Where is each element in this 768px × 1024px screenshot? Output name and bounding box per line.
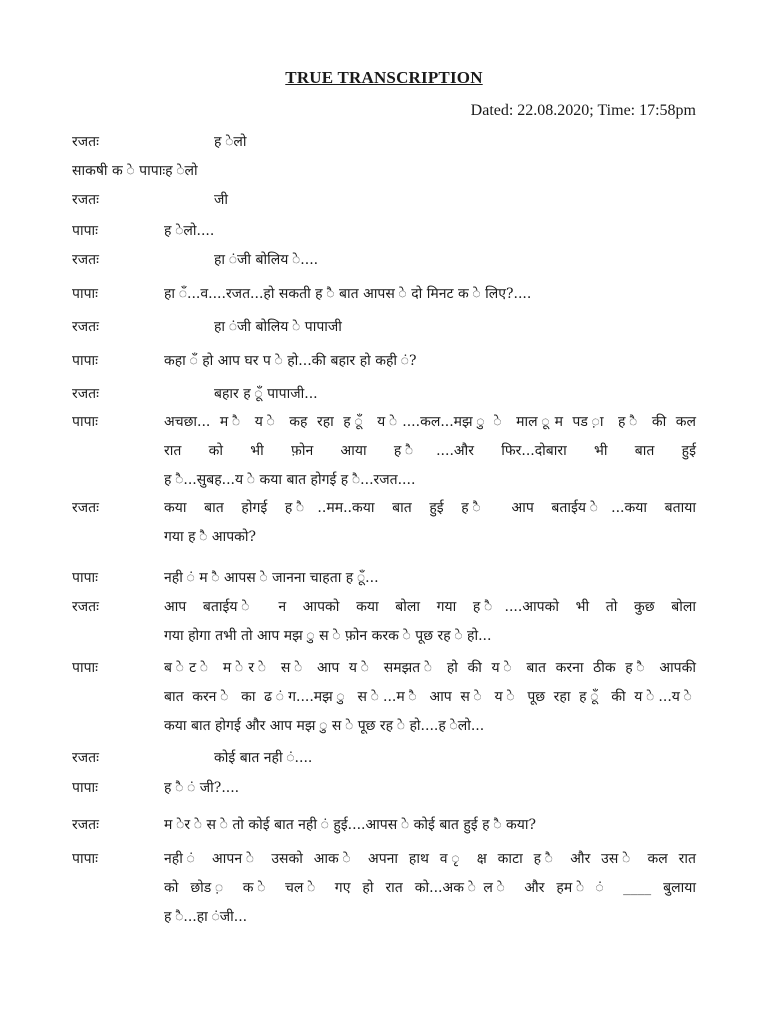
speaker-label: रजतः	[72, 134, 99, 150]
dialogue-line: नही ं आपन े उसको आक े अपना हाथ व ृ क्ष काटा ह ै और उस े कल रात	[164, 851, 696, 867]
dialogue-line: बात करन े का ढ ंग....मझ ु स े...म ै आप स े य े पूछ रहा ह ूँ की य े...य े	[164, 689, 696, 705]
dialogue-line: कोई बात नही ं....	[214, 750, 313, 766]
dialogue-line: ह ेलो....	[164, 223, 215, 239]
speaker-label: रजतः	[72, 750, 99, 766]
dialogue-line: गया होगा तभी तो आप मझ ु स े फ़ोन करक े पूछ रह े हो...	[164, 628, 492, 644]
speaker-label: पापाः	[72, 660, 98, 676]
dialogue-line: कया बात होगई ह ै..मम..कया बात हुई ह ै आप बताईय े...कया बताया	[164, 500, 696, 516]
speaker-label: पापाः	[72, 223, 98, 239]
dialogue-line: रात को भी फ़ोन आया ह ै....और फिर...दोबारा भी बात हुई	[164, 443, 696, 459]
dialogue-line: कया बात होगई और आप मझ ु स े पूछ रह े हो....ह ेलो...	[164, 718, 485, 734]
dialogue-line: हा ंजी बोलिय े पापाजी	[214, 319, 342, 335]
speaker-label: पापाः	[72, 851, 98, 867]
speaker-label: रजतः	[72, 599, 99, 615]
dialogue-line: गया ह ै आपको?	[164, 529, 257, 545]
dialogue-line: ह ै ं जी?....	[164, 780, 240, 796]
dialogue-line: ह ै...हा ंजी...	[164, 909, 248, 925]
speaker-label: पापाः	[72, 353, 98, 369]
speaker-label: रजतः	[72, 817, 99, 833]
speaker-label: पापाः	[72, 414, 98, 430]
dialogue-line: कहा ँ हो आप घर प े हो...की बहार हो कही ं?	[164, 353, 417, 369]
speaker-label: पापाः	[72, 286, 98, 302]
dialogue-line: हा ँ...व....रजत...हो सकती ह ै बात आपस े दो मिनट क े लिए?....	[164, 286, 532, 302]
speaker-label: रजतः	[72, 192, 99, 208]
dialogue-line: को छोड ़ क े चल े गए हो रात को...अक ेल े और हम े ं ____ बुलाया	[164, 880, 696, 896]
speaker-label: रजतः	[72, 386, 99, 402]
dialogue-line: ब ेट े म ेर े स े आप य े समझत े हो की य े बात करना ठीक ह ै आपकी	[164, 660, 696, 676]
dialogue-line: जी	[214, 192, 229, 208]
speaker-label: रजतः	[72, 252, 99, 268]
speaker-label: पापाः	[72, 570, 98, 586]
dialogue-line: ह ै...सुबह...य े कया बात होगई ह ै...रजत....	[164, 472, 416, 488]
dialogue-line: अचछा... म ै य े कह रहा ह ूँ य े....कल...मझ ु े माल ूम पड ़ा ह ै की कल	[164, 414, 696, 430]
document-title: TRUE TRANSCRIPTION	[285, 68, 483, 87]
dialogue-line: ह ेलो	[214, 134, 247, 150]
speaker-label: पापाः	[72, 780, 98, 796]
dialogue-line: म ेर े स े तो कोई बात नही ं हुई....आपस े कोई बात हुई ह ै कया?	[164, 817, 536, 833]
dialogue-line: साकषी क े पापाःह ेलो	[72, 163, 198, 179]
date-time-line: Dated: 22.08.2020; Time: 17:58pm	[470, 102, 696, 119]
dialogue-line: आप बताईय े न आपको कया बोला गया ह ै....आपको भी तो कुछ बोला	[164, 599, 696, 615]
speaker-label: रजतः	[72, 319, 99, 335]
speaker-label: रजतः	[72, 500, 99, 516]
dialogue-line: बहार ह ूँ पापाजी...	[214, 386, 318, 402]
dialogue-line: हा ंजी बोलिय े....	[214, 252, 319, 268]
dialogue-line: नही ं म ै आपस े जानना चाहता ह ूँ...	[164, 570, 379, 586]
